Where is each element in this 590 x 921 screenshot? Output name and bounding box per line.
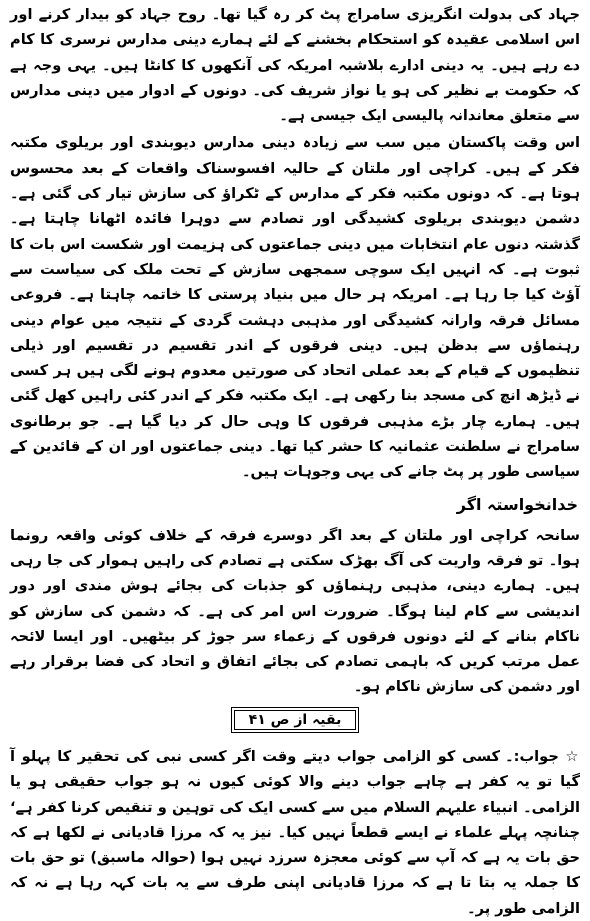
- paragraph-answer: [10, 744, 580, 921]
- section-heading: خدانخواستہ اگر: [456, 494, 578, 514]
- paragraph-sectarian-conflict: اس وقت پاکستان میں سب سے زیادہ دینی مدارس دیوبندی اور بریلوی مکتبہ فکر کے ہیں۔ کراچی اور ملتان کے حالیہ افسوسناک واقعات کے بعد محسوس ہوتا ہے۔ کہ دونوں مکتبہ فکر کے مدارس کے ٹکراؤ کی سازش تیار کی گئی ہے۔ دشمن دیوبندی بریلوی کشیدگی اور تصادم سے دوہرا فائدہ اٹھانا چاہتا ہے۔ گذشتہ دنوں عام انتخابات میں دینی جماعتوں کی ہزیمت اور شکست اس بات کا ثبوت ہے۔ کہ انہیں ایک سوچی سمجھی سازش کے تحت ملک کی سیاست سے آؤٹ کیا جا رہا ہے۔ امریکہ ہر حال میں بنیاد پرستی کا خاتمہ چاہتا ہے۔ فروعی مسائل فرقہ وارانہ کشیدگی اور مذہبی دہشت گردی کے نتیجہ میں عوام دینی رہنماؤں سے بدظن ہیں۔ دینی فرقوں کے اندر تقسیم در تقسیم اور ذیلی تنظیموں کے قیام کے بعد عملی اتحاد کی صورتیں معدوم ہونے لگی ہیں ہر کسی نے ڈیڑھ انچ کی مسجد بنا رکھی ہے۔ ایک مکتبہ فکر کے اندر کئی راہیں کھل گئی ہیں۔ ہمارے چار بڑے مذہبی فرقوں کا وہی حال کر دیا گیا ہے۔ جو برطانوی سامراج نے سلطنت عثمانیہ کا حشر کیا تھا۔ دینی جماعتوں اور ان کے قائدین کے سیاسی طور پر پٹ جانے کی یہی وجوہات ہیں۔: [10, 134, 580, 481]
- continued-from-page-box: بقیہ از ص ۴۱: [231, 707, 359, 733]
- star-icon: ☆: [565, 748, 580, 765]
- continuation-marker: [0, 707, 590, 737]
- paragraph-madaris-intro: جہاد کی بدولت انگریزی سامراج پٹ کر رہ گیا تھا۔ روح جہاد کو بیدار کرنے اور اس اسلامی عقیدہ کو استحکام بخشنے کے لئے ہمارے دینی مدارس نرسری کا کام دے رہے ہیں۔ یہ دینی ادارے بلاشبہ امریکہ کی آنکھوں کا کانٹا ہیں۔ یہی وجہ ہے کہ حکومت بے نظیر کی ہو یا نواز شریف کی۔ دونوں کے ادوار میں دینی مدارس سے متعلق معاندانہ پالیسی ایک جیسی ہے۔: [10, 6, 580, 125]
- answer-text: جواب:۔ کسی کو الزامی جواب دیتے وقت اگر کسی نبی کی تحقیر کا پہلو آ گیا تو یہ کفر ہے چاہے جواب دینے والا کوئی کیوں نہ ہو جواب حقیقی ہو یا الزامی۔ انبیاء علیہم السلام میں سے کسی ایک کی توہین و تنقیص کرنا کفر ہے‘ چنانچہ پہلے علماء نے ایسے قطعاً نہیں کیا۔ نیز یہ کہ مرزا قادیانی نے لکھا ہے کہ حق بات یہ ہے کہ آپ سے کوئی معجزہ سرزد نہیں ہوا (حوالہ ماسبق) تو حق بات کا جملہ یہ بتا تا ہے کہ مرزا قادیانی اپنی طرف سے یہ بات کہہ رہا ہے نہ کہ الزامی طور پر۔: [10, 748, 580, 917]
- paragraph-warning: سانحہ کراچی اور ملتان کے بعد اگر دوسرے فرقہ کے خلاف کوئی واقعہ رونما ہوا۔ تو فرقہ واریت کی آگ بھڑک سکتی ہے تصادم کی راہیں ہموار کی جا رہی ہیں۔ ہمارے دینی، مذہبی رہنماؤں کو جذبات کی بجائے ہوش مندی اور دور اندیشی سے کام لینا ہوگا۔ ضرورت اس امر کی ہے۔ کہ دشمن کی سازش کو ناکام بنانے کے لئے دونوں فرقوں کے زعماء سر جوڑ کر بیٹھیں۔ اور ایسا لائحہ عمل مرتب کریں کہ باہمی تصادم کی بجائے اتفاق و اتحاد کی فضا برقرار رہے اور دشمن کی سازش ناکام ہو۔: [10, 526, 580, 696]
